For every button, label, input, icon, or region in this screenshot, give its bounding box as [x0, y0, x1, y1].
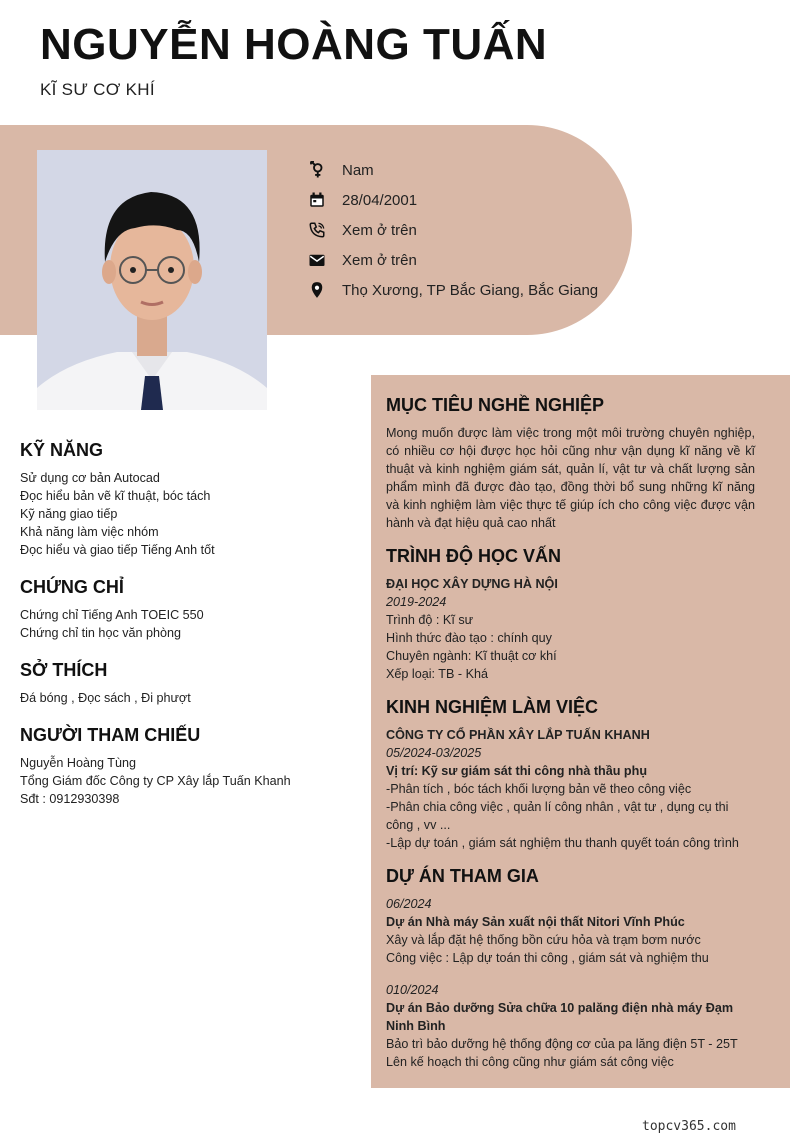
left-column: [20, 440, 350, 826]
list-item: Trình độ : Kĩ sư: [386, 613, 474, 627]
contact-list: [308, 155, 598, 305]
school-name: ĐẠI HỌC XÂY DỰNG HÀ NỘI: [386, 577, 558, 591]
contact-gender: [308, 155, 598, 185]
location-icon: [308, 281, 326, 299]
project-item: [386, 981, 755, 1071]
list-item: Xếp loại: TB - Khá: [386, 667, 488, 681]
list-item: -Phân tích , bóc tách khối lượng bản vẽ theo công việc: [386, 782, 692, 796]
calendar-icon: [308, 191, 326, 209]
list-item: Xây và lắp đặt hệ thống bồn cứu hỏa và trạm bơm nước: [386, 933, 701, 947]
right-column: [371, 375, 790, 1088]
education-section: [386, 546, 755, 683]
experience-section: [386, 697, 755, 852]
list-item: Hình thức đào tạo : chính quy: [386, 631, 552, 645]
list-item: Nguyễn Hoàng Tùng: [20, 756, 136, 770]
contact-phone: [308, 215, 598, 245]
list-item: Khả năng làm việc nhóm: [20, 525, 159, 539]
list-item: Chuyên ngành: Kĩ thuật cơ khí: [386, 649, 557, 663]
project-date: 010/2024: [386, 983, 439, 997]
experience-period: 05/2024-03/2025: [386, 746, 482, 760]
project-item: [386, 895, 755, 967]
projects-section: [386, 866, 755, 1071]
list-item: -Phân chia công việc , quản lí công nhân , vật tư , dụng cụ thi công , vv ...: [386, 800, 729, 832]
list-item: Tổng Giám đốc Công ty CP Xây lắp Tuấn Khanh: [20, 774, 291, 788]
contact-address-text: Thọ Xương, TP Bắc Giang, Bắc Giang: [342, 281, 599, 299]
section-heading: CHỨNG CHỈ: [20, 577, 124, 597]
hobbies-text: Đá bóng , Đọc sách , Đi phượt: [20, 691, 191, 705]
section-heading: SỞ THÍCH: [20, 660, 108, 680]
section-heading: KỸ NĂNG: [20, 440, 104, 460]
objective-text: Mong muốn được làm việc trong một môi trường chuyên nghiệp, có nhiều cơ hội được học hỏi cũng như vận dụng kĩ năng về kĩ thuật và kinh nghiệm giám sát, quản lí, vật tư và chất lượng sản phẩm mình đã được đào tạo, đồng thời bổ sung những kĩ năng và kinh nghiệm làm việc thực tế giúp ích cho công việc được vận hành và đạt hiệu quả cao nhất: [386, 426, 755, 530]
section-heading: DỰ ÁN THAM GIA: [386, 866, 539, 886]
list-item: Sử dụng cơ bản Autocad: [20, 471, 160, 485]
hobbies-section: [20, 660, 350, 707]
references-section: [20, 725, 350, 808]
skills-section: [20, 440, 350, 559]
watermark: topcv365.com: [642, 1119, 736, 1134]
education-period: 2019-2024: [386, 595, 447, 609]
list-item: Kỹ năng giao tiếp: [20, 507, 118, 521]
company-name: CÔNG TY CỔ PHẦN XÂY LẮP TUẤN KHANH: [386, 728, 650, 742]
contact-email-text: Xem ở trên: [342, 251, 417, 269]
list-item: Công việc : Lập dự toán thi công , giám sát và nghiệm thu: [386, 951, 709, 965]
contact-email: [308, 245, 598, 275]
project-date: 06/2024: [386, 897, 432, 911]
profile-photo: [37, 150, 267, 410]
certificates-section: [20, 577, 350, 642]
list-item: Chứng chỉ Tiếng Anh TOEIC 550: [20, 608, 204, 622]
objective-section: [386, 395, 755, 532]
job-position: Vị trí: Kỹ sư giám sát thi công nhà thầu phụ: [386, 764, 648, 778]
contact-birthdate: [308, 185, 598, 215]
section-heading: NGƯỜI THAM CHIẾU: [20, 725, 201, 745]
section-heading: KINH NGHIỆM LÀM VIỆC: [386, 697, 599, 717]
phone-icon: [308, 221, 326, 239]
list-item: Lên kế hoạch thi công cũng như giám sát công việc: [386, 1055, 674, 1069]
contact-phone-text: Xem ở trên: [342, 221, 417, 239]
portrait-image: [37, 150, 267, 410]
section-heading: MỤC TIÊU NGHỀ NGHIỆP: [386, 395, 605, 415]
list-item: Chứng chỉ tin học văn phòng: [20, 626, 182, 640]
list-item: Bảo trì bảo dưỡng hệ thống động cơ của pa lăng điện 5T - 25T: [386, 1037, 738, 1051]
project-name: Dự án Nhà máy Sản xuất nội thất Nitori Vĩnh Phúc: [386, 915, 685, 929]
contact-address: [308, 275, 598, 305]
list-item: Sđt : 0912930398: [20, 792, 120, 806]
section-heading: TRÌNH ĐỘ HỌC VẤN: [386, 546, 561, 566]
list-item: Đọc hiểu bản vẽ kĩ thuật, bóc tách: [20, 489, 211, 503]
list-item: -Lập dự toán , giám sát nghiệm thu thanh quyết toán công trình: [386, 836, 739, 850]
contact-birthdate-text: 28/04/2001: [342, 191, 418, 209]
list-item: Đọc hiểu và giao tiếp Tiếng Anh tốt: [20, 543, 215, 557]
job-title: KĨ SƯ CƠ KHÍ: [40, 80, 155, 99]
project-name: Dự án Bảo dưỡng Sửa chữa 10 palăng điện nhà máy Đạm Ninh Bình: [386, 1001, 734, 1033]
mail-icon: [308, 251, 326, 269]
contact-gender-text: Nam: [342, 161, 374, 179]
gender-icon: [308, 161, 326, 179]
candidate-name: NGUYỄN HOÀNG TUẤN: [40, 20, 548, 69]
